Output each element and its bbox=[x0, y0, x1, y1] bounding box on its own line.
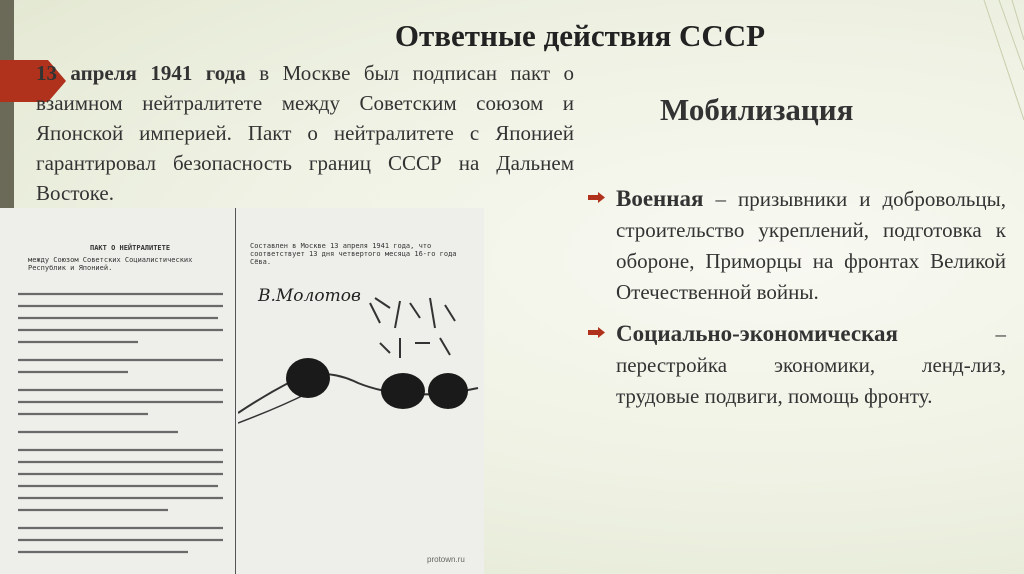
mobilization-heading: Мобилизация bbox=[660, 92, 854, 127]
document-subheading: между Союзом Советских Социалистических Республик и Японией. bbox=[28, 256, 193, 272]
arrow-bullet-icon bbox=[588, 192, 605, 203]
slide-title: Ответные действия СССР bbox=[394, 18, 766, 53]
document-fold-line bbox=[235, 208, 236, 574]
pact-text: в Москве был подписан пакт о взаимном нейтралитете между Советским союзом и Японской империей. Пакт о нейтралитете с Японией гарантировал безопасность границ СССР на Дальнем Востоке. bbox=[36, 61, 575, 205]
bullet-desc: – призывники и добровольцы, строительство укреплений, подготовка к обороне, Приморцы на фронтах Великой Отечественной войны. bbox=[616, 187, 1006, 304]
pact-date: 13 апреля 1941 года bbox=[36, 61, 246, 85]
molotov-signature: В.Молотов bbox=[258, 286, 361, 306]
document-text-lines bbox=[18, 286, 228, 566]
list-item bbox=[588, 318, 1006, 412]
watermark: protown.ru bbox=[427, 555, 465, 564]
pact-document-image bbox=[0, 208, 484, 574]
mobilization-list bbox=[588, 183, 1006, 422]
pact-paragraph bbox=[36, 58, 574, 208]
arrow-bullet-icon bbox=[588, 327, 605, 338]
document-heading: ПАКТ О НЕЙТРАЛИТЕТЕ bbox=[90, 244, 171, 252]
document-seals bbox=[238, 353, 484, 473]
bullet-desc: – перестройка экономики, ленд-лиз, трудовые подвиги, помощь фронту. bbox=[616, 322, 1006, 408]
list-item bbox=[588, 183, 1006, 308]
document-right-text: Составлен в Москве 13 апреля 1941 года, что соответствует 13 дня четвертого месяца 16-го года Сёва. bbox=[250, 242, 457, 266]
bullet-term: Социально-экономическая bbox=[616, 321, 898, 346]
bullet-term: Военная bbox=[616, 186, 704, 211]
